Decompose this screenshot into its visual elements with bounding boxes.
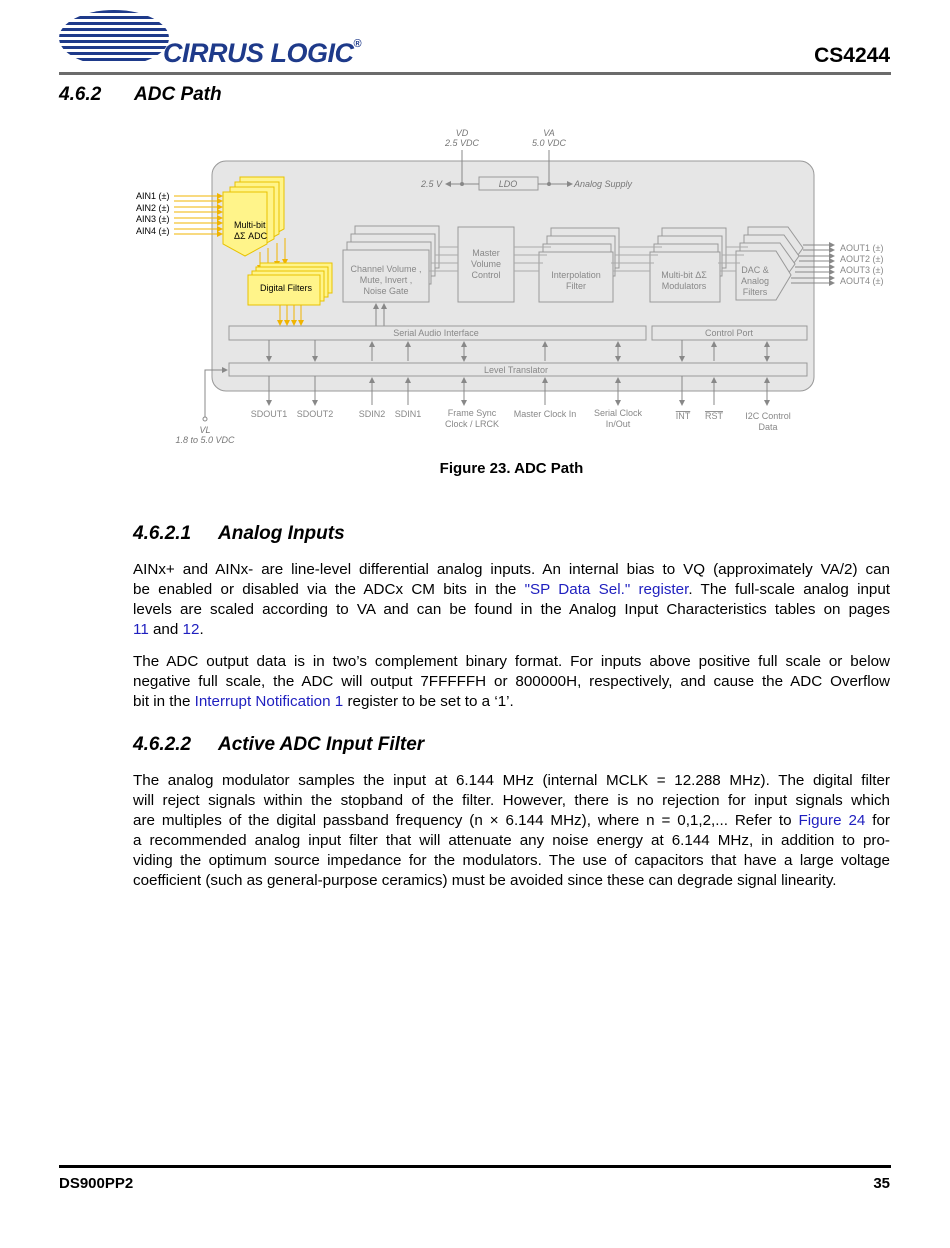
- document-id: DS900PP2: [59, 1175, 134, 1192]
- section-number: 4.6.2: [59, 84, 102, 105]
- master-volume-label-1: Master: [472, 248, 500, 258]
- subsection-1-title: Analog Inputs: [218, 523, 345, 544]
- pin-i2c-2: Data: [758, 422, 778, 432]
- analog-supply-label: Analog Supply: [574, 179, 633, 189]
- p1-line-4-end: .: [199, 621, 204, 638]
- p1-line-2b: . The full-scale analog input: [688, 581, 891, 598]
- p1-line-3: levels are scaled according to VA and can be found in the Analog Input Characteristics tables on pages: [133, 601, 890, 618]
- p3-line-6: coefficient (such as general-purpose ceramics) must be avoided since these can degrade signal linearity.: [133, 872, 837, 889]
- p1-line-4-mid: and: [148, 621, 183, 638]
- vl-value: 1.8 to 5.0 VDC: [175, 435, 235, 445]
- adc-path-diagram: [0, 120, 950, 450]
- header-rule: [59, 72, 891, 75]
- p3-line-4: a recommended analog input filter that will attenuate any noise energy at 6.144 MHz, in addition to pro-: [133, 832, 890, 849]
- p2-line-2: negative full scale, the ADC will output 7FFFFFH or 800000H, respectively, and cause the ADC Overflow: [133, 673, 890, 690]
- modulators-label-2: Modulators: [661, 281, 707, 291]
- aout2-label: AOUT2 (±): [840, 254, 884, 264]
- pin-master-clock: Master Clock In: [513, 409, 577, 419]
- ain1-label: AIN1 (±): [136, 191, 170, 201]
- pin-serial-clock-1: Serial Clock: [593, 408, 643, 418]
- serial-audio-interface-label: Serial Audio Interface: [393, 328, 479, 338]
- interrupt-notification-link[interactable]: Interrupt Notification 1: [194, 693, 344, 710]
- vd-label: VD: [455, 128, 469, 138]
- level-translator-label: Level Translator: [483, 365, 549, 375]
- p3-line-2: will reject signals within the stopband of the filter. However, there is no rejection for input signals which: [133, 792, 890, 809]
- subsection-2-number: 4.6.2.2: [133, 734, 192, 755]
- footer-rule: [59, 1165, 891, 1168]
- adc-output-paragraph: [133, 652, 890, 712]
- sp-data-sel-register-link[interactable]: "SP Data Sel." register: [524, 581, 689, 598]
- p2-line-3b: register to be set to a ‘1’.: [343, 693, 514, 710]
- adc-label-1: Multi-bit: [234, 220, 266, 230]
- dac-label-1: DAC &: [741, 265, 769, 275]
- subsection-2-title: Active ADC Input Filter: [218, 734, 425, 755]
- pin-rst: RST: [705, 411, 723, 421]
- interpolation-label-1: Interpolation: [551, 270, 601, 280]
- master-volume-label-2: Volume: [470, 259, 502, 269]
- va-label: VA: [543, 128, 555, 138]
- modulators-label-1: Multi-bit ΔΣ: [661, 270, 707, 280]
- vl-label: VL: [199, 425, 211, 435]
- digital-filters-label: Digital Filters: [259, 283, 313, 293]
- channel-volume-label-3: Noise Gate: [363, 286, 409, 296]
- ain4-label: AIN4 (±): [136, 226, 170, 236]
- interpolation-label-2: Filter: [566, 281, 586, 291]
- p1-line-1: AINx+ and AINx- are line-level differential analog inputs. An internal bias to VQ (approximately VA/2) can: [133, 561, 890, 578]
- p3-line-5: viding the optimum source impedance for the modulators. The use of capacitors that have a large voltage: [133, 852, 890, 869]
- p3-line-3a: are multiples of the digital passband frequency (n × 6.144 MHz), where n = 0,1,2,... Refer to: [133, 812, 799, 829]
- pin-int: INT: [675, 411, 691, 421]
- input-filter-paragraph: [133, 771, 890, 891]
- control-port-label: Control Port: [704, 328, 754, 338]
- p3-line-3: [133, 811, 890, 831]
- aout4-label: AOUT4 (±): [840, 276, 884, 286]
- p3-line-3b: for: [865, 812, 890, 829]
- ldo-output-label: 2.5 V: [420, 179, 442, 189]
- channel-volume-label-1: Channel Volume ,: [350, 264, 422, 274]
- dac-label-2: Analog: [740, 276, 770, 286]
- ldo-label: LDO: [498, 179, 518, 189]
- page-12-link[interactable]: 12: [182, 621, 200, 638]
- pin-sdout2: SDOUT2: [296, 409, 334, 419]
- aout1-label: AOUT1 (±): [840, 243, 884, 253]
- page-11-link[interactable]: 11: [133, 621, 149, 638]
- logo-text: CIRRUS LOGIC: [163, 38, 354, 68]
- logo-registered-mark: ®: [353, 38, 362, 50]
- vd-value: 2.5 VDC: [444, 138, 480, 148]
- adc-label-2: ΔΣ ADC: [234, 231, 268, 241]
- subsection-1-number: 4.6.2.1: [133, 523, 192, 544]
- section-title: ADC Path: [134, 84, 222, 105]
- pin-sdin1: SDIN1: [394, 409, 422, 419]
- page-number: 35: [873, 1175, 890, 1192]
- pin-sdin2: SDIN2: [358, 409, 386, 419]
- pin-i2c-1: I2C Control: [745, 411, 791, 421]
- dac-label-3: Filters: [742, 287, 768, 297]
- channel-volume-label-2: Mute, Invert ,: [359, 275, 413, 285]
- p3-line-1: The analog modulator samples the input at 6.144 MHz (internal MCLK = 12.288 MHz). The digital filter: [133, 772, 890, 789]
- part-number: CS4244: [814, 44, 890, 67]
- p2-line-1: The ADC output data is in two’s complement binary format. For inputs above positive full scale or below: [133, 653, 890, 670]
- p1-line-2: [133, 580, 890, 600]
- p2-line-3: [133, 692, 890, 712]
- pin-frame-sync-2: Clock / LRCK: [444, 419, 500, 429]
- pin-serial-clock-2: In/Out: [605, 419, 631, 429]
- p1-line-2a: be enabled or disabled via the ADCx CM bits in the: [133, 581, 525, 598]
- pin-frame-sync-1: Frame Sync: [447, 408, 497, 418]
- aout3-label: AOUT3 (±): [840, 265, 884, 275]
- master-volume-label-3: Control: [471, 270, 501, 280]
- p2-line-3a: bit in the: [133, 693, 195, 710]
- pin-sdout1: SDOUT1: [250, 409, 288, 419]
- ain3-label: AIN3 (±): [136, 214, 170, 224]
- p1-line-4: [133, 620, 890, 640]
- analog-inputs-paragraph: [133, 560, 890, 640]
- figure-caption: Figure 23. ADC Path: [439, 460, 584, 477]
- ain2-label: AIN2 (±): [136, 203, 170, 213]
- figure-24-link[interactable]: Figure 24: [798, 812, 866, 829]
- va-value: 5.0 VDC: [531, 138, 567, 148]
